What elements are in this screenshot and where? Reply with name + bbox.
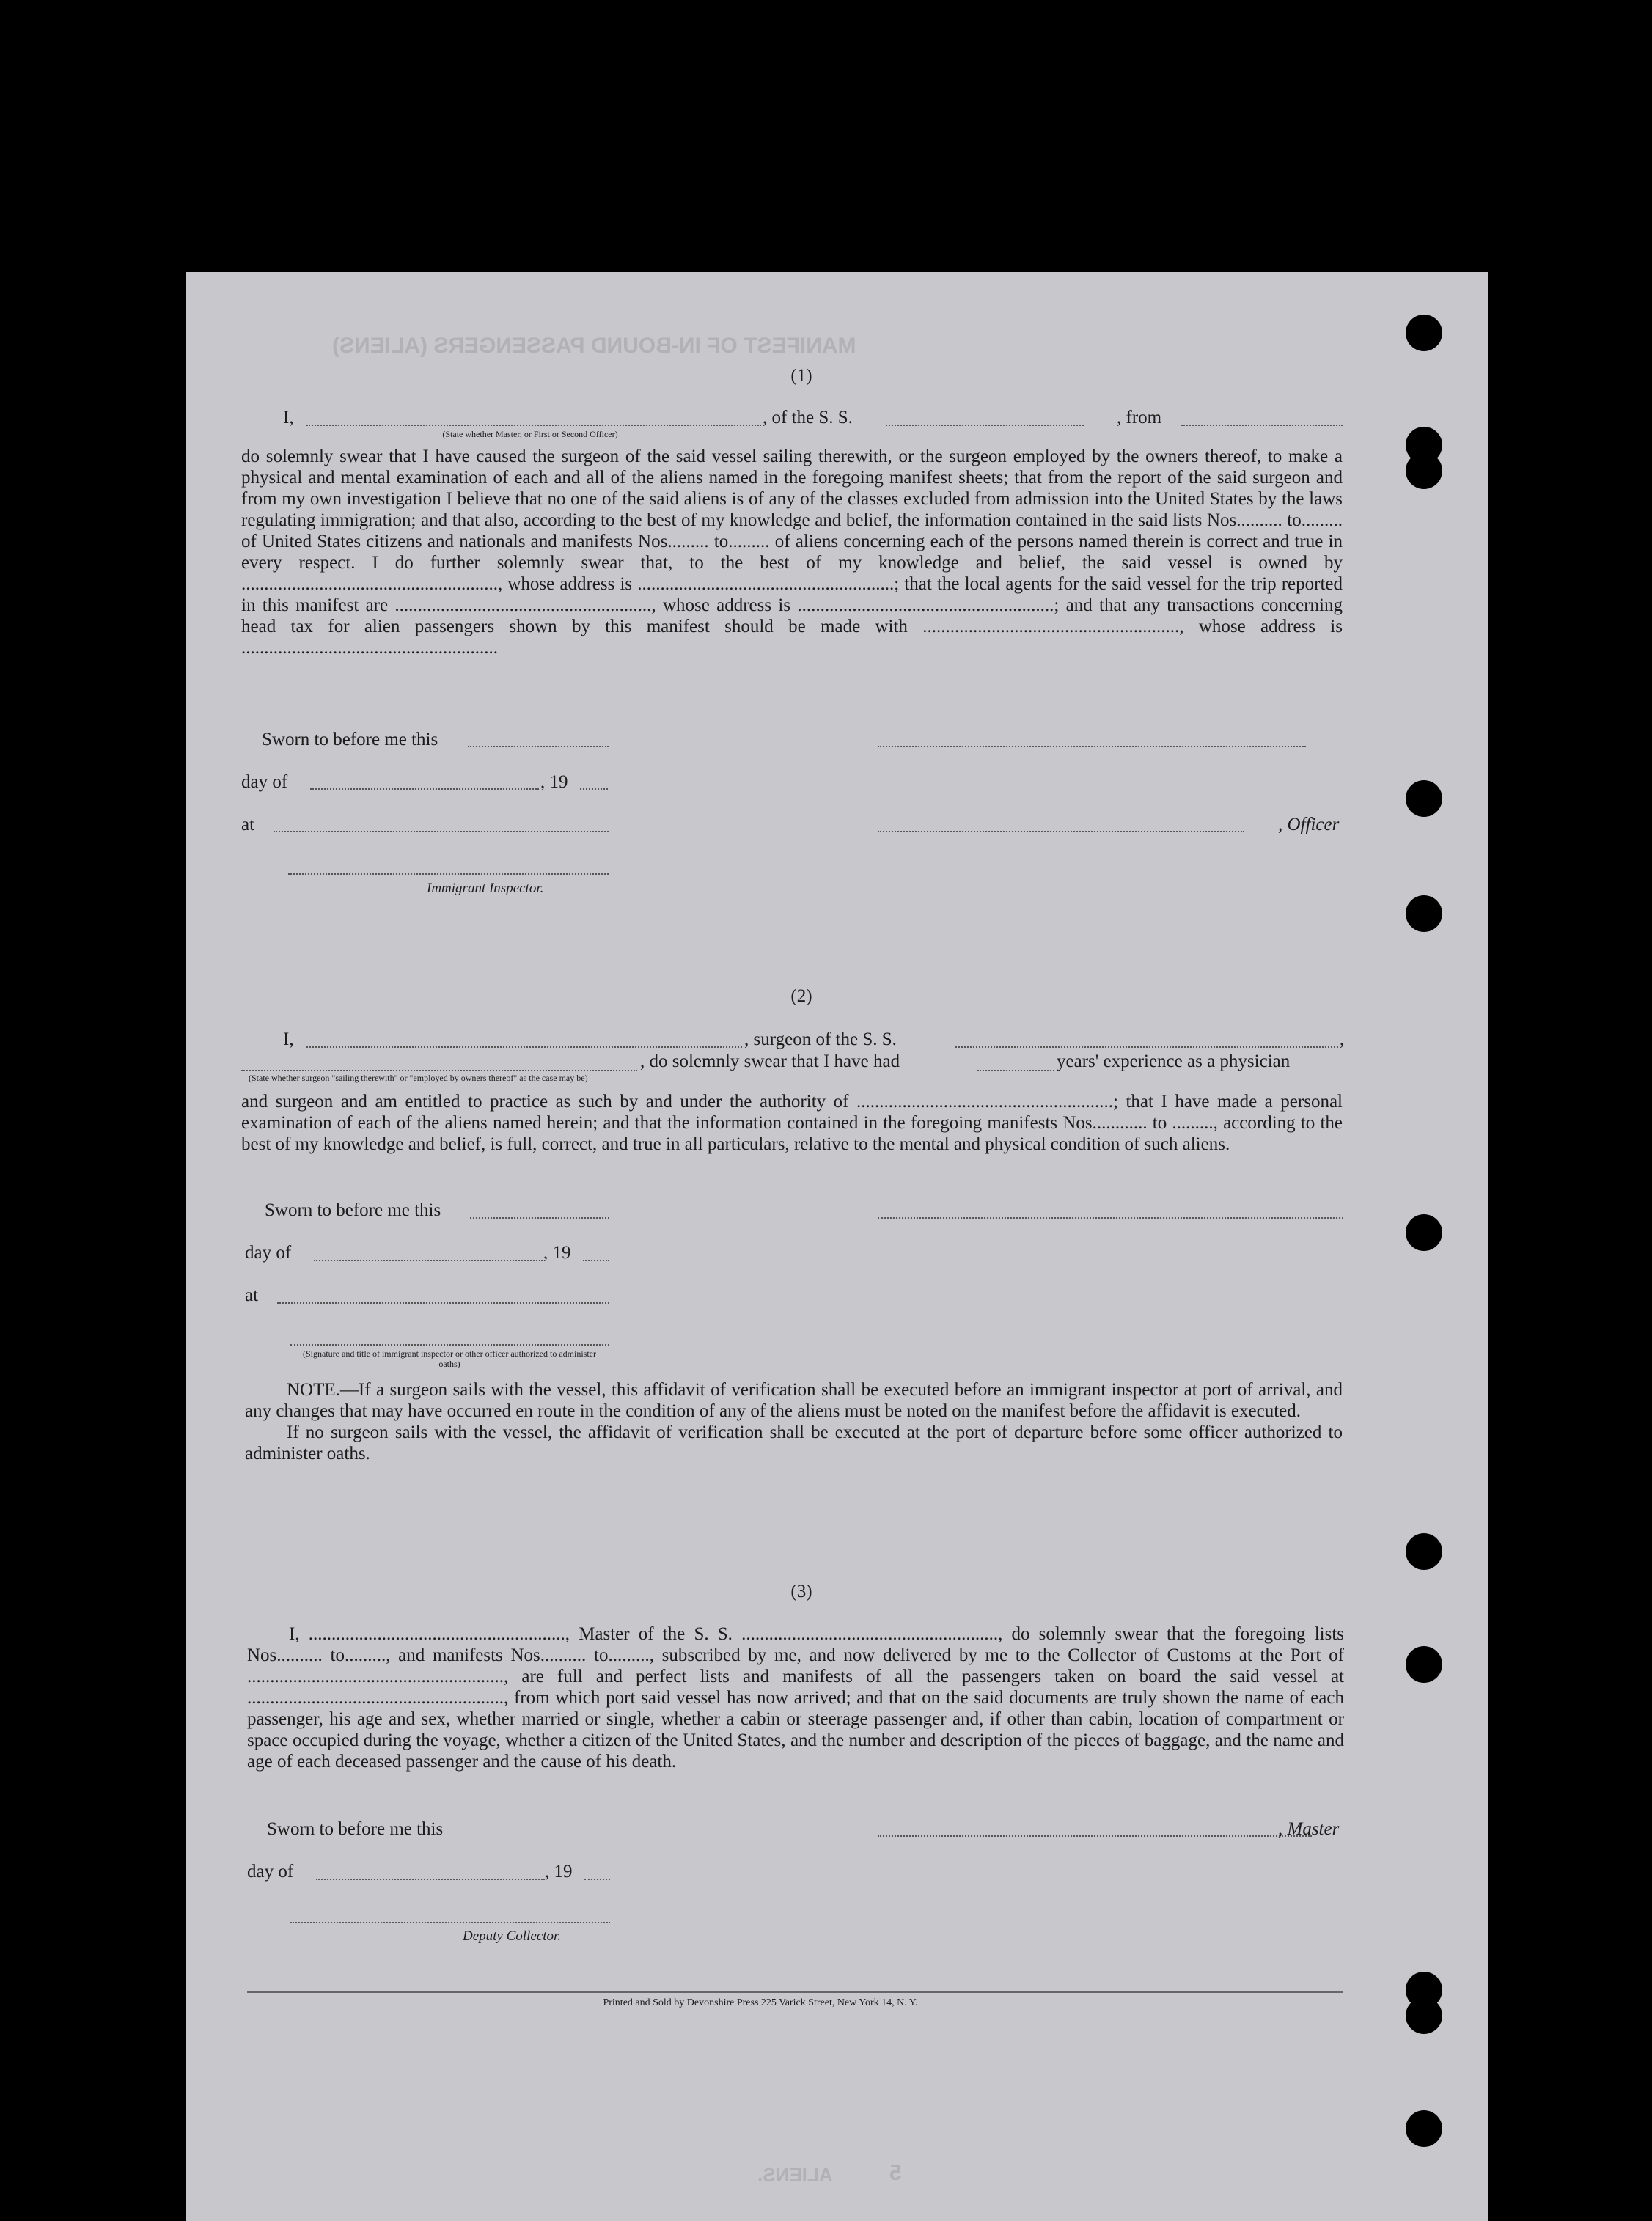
arrival-affidavit-text xyxy=(247,1623,1344,1772)
master-affidavit-text xyxy=(241,446,1343,658)
footer-rule xyxy=(247,1991,1343,1993)
punch-hole xyxy=(1406,2110,1442,2147)
manifest-sheet xyxy=(186,272,1488,2221)
sworn-label: Sworn to before me this xyxy=(265,1200,441,1220)
section-number-2: (2) xyxy=(790,986,812,1006)
surgeon-affidavit-text xyxy=(241,1091,1343,1155)
day-label: day of xyxy=(247,1862,294,1882)
officer-hint: (State whether Master, or First or Second Officer) xyxy=(442,429,618,439)
master-label: , Master xyxy=(1278,1819,1340,1839)
officer-name-blank xyxy=(306,425,761,426)
place-blank xyxy=(277,1302,609,1304)
surgeon-ship-blank xyxy=(955,1046,1338,1048)
inspector-label: Immigrant Inspector. xyxy=(427,881,544,896)
surgeon-status-blank xyxy=(241,1070,637,1071)
punch-hole xyxy=(1406,1533,1442,1570)
ship-label: , of the S. S. xyxy=(763,408,853,427)
note-paragraph-2: If no surgeon sails with the vessel, the affidavit of verification shall be executed at the port of departure before some officer authorized to administer oaths. xyxy=(245,1422,1343,1464)
surgeon-swear-text: , do solemnly swear that I have had xyxy=(640,1051,900,1071)
surgeon-status-hint: (State whether surgeon "sailing therewith" or "employed by owners thereof" as the case may be) xyxy=(249,1073,588,1083)
surgeon-ship-label: , surgeon of the S. S. xyxy=(744,1029,897,1049)
punch-hole xyxy=(1406,1646,1442,1683)
day-blank xyxy=(314,1260,543,1261)
from-label: , from xyxy=(1117,408,1162,427)
years-blank xyxy=(977,1070,1054,1071)
inspector-signature-line xyxy=(288,873,609,875)
year-blank xyxy=(584,1879,610,1880)
punch-hole xyxy=(1406,780,1442,817)
signature-hint: (Signature and title of immigrant inspector or other officer authorized to administer oaths) xyxy=(303,1348,596,1369)
surgeon-name-blank xyxy=(306,1046,742,1048)
departure-port-blank xyxy=(1181,425,1343,426)
deputy-collector-label: Deputy Collector. xyxy=(463,1928,562,1944)
affidavit-paragraph: do solemnly swear that I have caused the surgeon of the said vessel sailing therewith, or the surgeon employed by the owners thereof, to make a physical and mental examination of each and all of the aliens named in the foregoing manifest sheets; that from the report of the said surgeon and from my own investigation I believe that no one of the said aliens is of any of the classes excluded from admission into the United States by the laws regulating immigration; and that also, according to the best of my knowledge and belief, the information contained in the said lists Nos.......... to......... of United States citizens and nationals and manifests Nos......... to......... of aliens concerning each of the persons named therein is correct and true in every respect. I do further solemnly swear that, to the best of my knowledge and belief, the said vessel is owned by ........................................................, whose address is ........................................................; that the local agents for the said vessel for the trip reported in this manifest are ........................................................, whose address is ........................................................; and that any transactions concerning head tax for alien passengers shown by this manifest should be made with ........................................................, whose address is ........................................................ xyxy=(241,447,1343,658)
year-label: , 19 xyxy=(543,1243,571,1263)
punch-hole xyxy=(1406,452,1442,489)
section-number-1: (1) xyxy=(790,366,812,386)
section-number-3: (3) xyxy=(790,1582,812,1601)
place-blank xyxy=(274,831,609,832)
punch-hole xyxy=(1406,1997,1442,2034)
place-label: at xyxy=(241,815,255,834)
year-label: , 19 xyxy=(540,772,568,792)
officer-title-line xyxy=(878,831,1244,832)
punch-hole xyxy=(1406,895,1442,932)
day-blank xyxy=(316,1879,545,1880)
sworn-label: Sworn to before me this xyxy=(262,730,438,749)
comma: , xyxy=(1340,1029,1345,1049)
bleed-through-title: MANIFEST OF IN-BOUND PASSENGERS (ALIENS) xyxy=(332,334,856,358)
ship-name-blank xyxy=(886,425,1084,426)
surgeon-signature-line xyxy=(878,1217,1343,1219)
punch-hole xyxy=(1406,315,1442,351)
day-label: day of xyxy=(241,772,288,792)
inspector-signature-line xyxy=(290,1344,609,1346)
officer-signature-line xyxy=(878,746,1306,747)
affidavit-paragraph: and surgeon and am entitled to practice as such by and under the authority of ........................................................; that I have made a personal examination of each of the aliens named herein; and that the information contained in the foregoing manifests Nos............ to ........., according to the best of my knowledge and belief, is full, correct, and true in all particulars, relative to the mental and physical condition of such aliens. xyxy=(241,1092,1343,1154)
year-blank xyxy=(583,1260,609,1261)
note-paragraph: NOTE.—If a surgeon sails with the vessel, this affidavit of verification shall be executed before an immigrant inspector at port of arrival, and any changes that may have occurred en route in the condition of any of the aliens must be noted on the manifest before the affidavit is executed. xyxy=(245,1380,1343,1421)
sworn-label: Sworn to before me this xyxy=(267,1819,444,1839)
officer-label: , Officer xyxy=(1278,815,1340,834)
bleed-through-page-number: 5 xyxy=(889,2161,902,2185)
affidavit-paragraph: I, ........................................................, Master of the S. S. ........................................................, do solemnly swear that the foregoing lists Nos.......... to........., and manifests Nos.......... to........., subscribed by me, and now delivered by me to the Collector of Customs at the Port of ........................................................, are full and perfect lists and manifests of all the passengers taken on board the said vessel at ........................................................, from which port said vessel has now arrived; and that on the said documents are truly shown the name of each passenger, his age and sex, whether married or single, whether a cabin or steerage passenger and, if other than cabin, location of compartment or space occupied during the voyage, whether a citizen of the United States, and the number and description of the pieces of baggage, and the name and age of each deceased passenger and the cause of his death. xyxy=(247,1624,1344,1772)
surgeon-note-block xyxy=(245,1379,1343,1464)
sworn-date-blank xyxy=(470,1217,609,1219)
deputy-signature-line xyxy=(290,1922,610,1923)
master-signature-line xyxy=(878,1835,1312,1837)
physician-text: years' experience as a physician xyxy=(1057,1051,1291,1071)
day-blank xyxy=(310,788,539,790)
place-label: at xyxy=(245,1285,259,1305)
bleed-through-bottom: ALIENS. xyxy=(757,2164,833,2186)
day-label: day of xyxy=(245,1243,292,1263)
year-label: , 19 xyxy=(545,1862,573,1882)
surgeon-deponent-label: I, xyxy=(283,1029,294,1049)
sworn-date-blank xyxy=(468,746,609,747)
deponent-label: I, xyxy=(283,408,294,427)
year-blank xyxy=(580,788,608,790)
printer-imprint: Printed and Sold by Devonshire Press 225 Varick Street, New York 14, N. Y. xyxy=(603,1997,918,2008)
punch-hole xyxy=(1406,1214,1442,1251)
